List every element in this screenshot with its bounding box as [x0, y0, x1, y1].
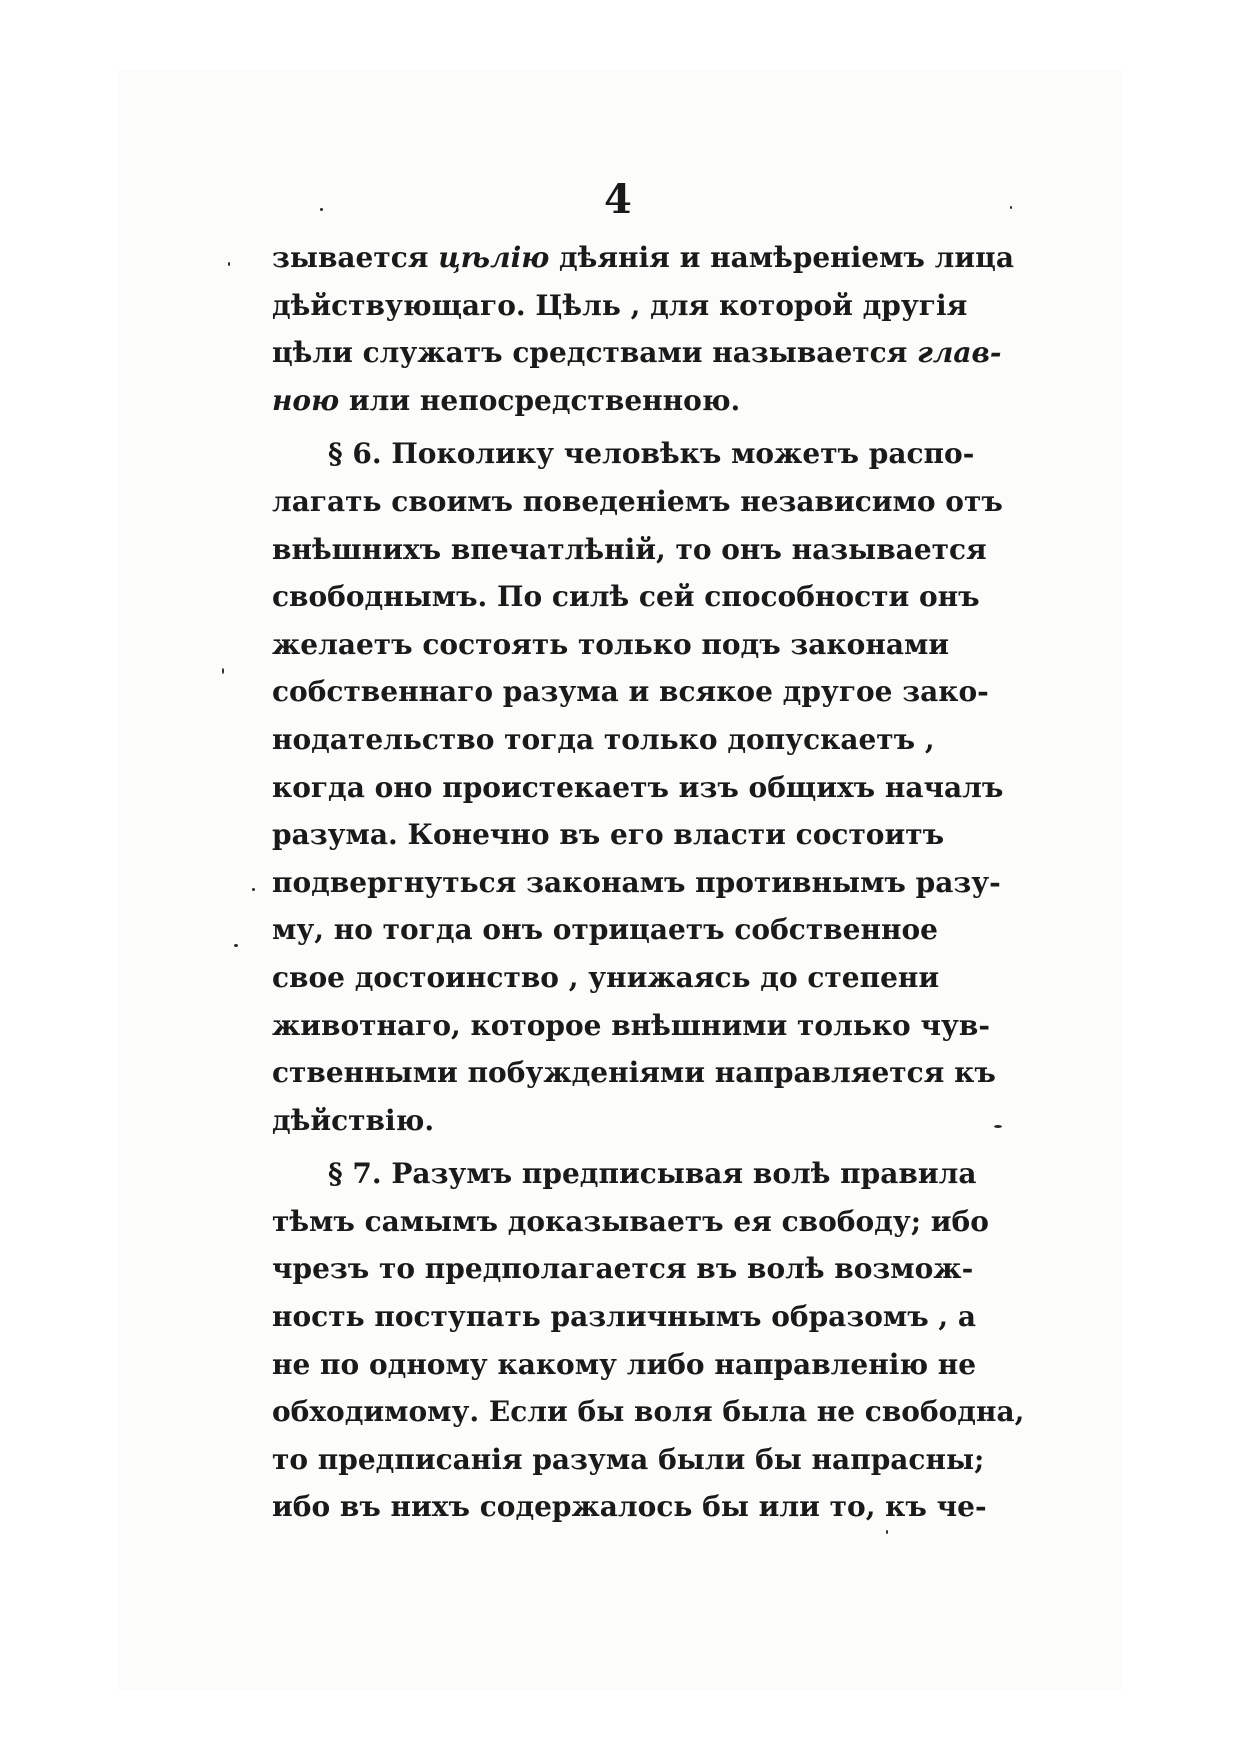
- scan-speck: [252, 888, 255, 891]
- text-line: [272, 1388, 1025, 1436]
- text-run: зывается: [272, 241, 439, 274]
- text-run: дѣйствующаго. Цѣль , для которой другія: [272, 288, 968, 322]
- text-run: § 6. Поколику человѣкъ можетъ распо-: [272, 437, 975, 471]
- text-run: желаетъ состоять только подъ законами: [272, 627, 950, 661]
- text-line: [272, 430, 992, 478]
- text-line: [272, 377, 992, 425]
- italic-term: ною: [272, 383, 340, 417]
- text-run: свое достоинство , унижаясь до степени: [272, 960, 940, 994]
- text-line: [272, 1483, 992, 1531]
- text-line: [272, 1341, 992, 1389]
- text-line: [272, 1049, 996, 1097]
- text-run: чрезъ то предполагается въ волѣ возмож-: [272, 1252, 974, 1286]
- text-line: [272, 764, 1004, 812]
- text-line: [272, 573, 992, 621]
- text-run: свободнымъ. По силѣ сей способности онъ: [272, 580, 980, 614]
- scan-speck: [234, 944, 238, 947]
- text-run: собственнаго разума и всякое другое зако-: [272, 675, 989, 709]
- text-line: [272, 478, 1003, 526]
- text-run: разума. Конечно въ его власти состоитъ: [272, 818, 945, 852]
- body-text: [272, 234, 1025, 1531]
- text-run: нодательство тогда только допускаетъ ,: [272, 722, 935, 756]
- italic-term: глав-: [917, 336, 1002, 370]
- text-run: дѣянія и намѣреніемъ лица: [549, 241, 1014, 274]
- text-run: подвергнуться законамъ противнымъ разу-: [272, 865, 1001, 899]
- text-line: [272, 621, 992, 669]
- text-line: [272, 234, 1014, 282]
- text-run: лагать своимъ поведеніемъ независимо отъ: [272, 484, 1003, 518]
- text-run: или непосредственною.: [339, 383, 741, 417]
- text-run: обходимому. Если бы воля была не свободна,: [272, 1395, 1025, 1429]
- text-run: дѣйствію.: [272, 1103, 435, 1137]
- scan-speck: [1010, 206, 1012, 209]
- page-number: 4: [604, 176, 632, 223]
- text-run: му, но тогда онъ отрицаетъ собственное: [272, 913, 938, 947]
- text-line: [272, 1150, 992, 1198]
- scan-speck: [994, 1125, 1002, 1128]
- text-line: [272, 1198, 992, 1246]
- text-line: [272, 811, 992, 859]
- text-run: когда оно проистекаетъ изъ общихъ началъ: [272, 770, 1004, 804]
- text-line: [272, 1097, 992, 1145]
- italic-term: цѣлію: [438, 241, 550, 274]
- text-run: ственными побужденіями направляется къ: [272, 1056, 996, 1090]
- text-line: [272, 1293, 992, 1341]
- text-line: [272, 668, 992, 716]
- text-line: [272, 526, 992, 574]
- text-run: ность поступать различнымъ образомъ , а: [272, 1300, 977, 1334]
- scan-speck: [886, 1530, 888, 1534]
- scan-speck: [228, 262, 230, 266]
- text-run: цѣли служатъ средствами называется: [272, 336, 918, 370]
- text-line: [272, 716, 992, 764]
- text-line: [272, 906, 992, 954]
- text-run: § 7. Разумъ предписывая волѣ правила: [272, 1157, 977, 1191]
- text-line: [272, 1436, 992, 1484]
- text-run: то предписанія разума были бы напрасны;: [272, 1442, 985, 1476]
- scan-speck: [320, 208, 323, 211]
- text-line: [272, 282, 992, 330]
- text-line: [272, 1245, 992, 1293]
- text-run: тѣмъ самымъ доказываетъ ея свободу; ибо: [272, 1204, 989, 1238]
- text-line: [272, 859, 1001, 907]
- text-line: [272, 954, 992, 1002]
- text-line: [272, 1002, 992, 1050]
- scan-speck: [222, 668, 224, 674]
- text-run: внѣшнихъ впечатлѣній, то онъ называется: [272, 532, 987, 566]
- text-run: ибо въ нихъ содержалось бы или то, къ че-: [272, 1490, 987, 1524]
- text-run: животнаго, которое внѣшними только чув-: [272, 1008, 990, 1042]
- text-run: не по одному какому либо направленію не: [272, 1347, 977, 1381]
- text-line: [272, 329, 1002, 377]
